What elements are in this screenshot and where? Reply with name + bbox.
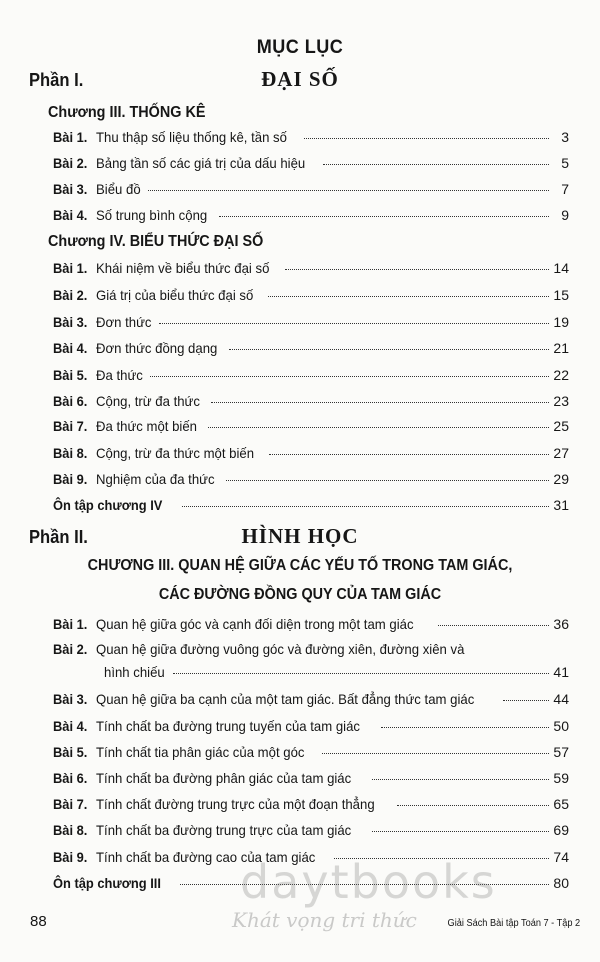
dot-leader xyxy=(269,454,549,455)
toc-row[interactable]: Bài 2. Giá trị của biểu thức đại số 15 xyxy=(53,287,569,303)
watermark-slogan: Khát vọng tri thức xyxy=(232,908,417,932)
part-2-title: HÌNH HỌC xyxy=(241,524,359,548)
dot-leader xyxy=(173,673,549,674)
toc-row[interactable]: Bài 3. Quan hệ giữa ba cạnh của một tam giác. Bất đẳng thức tam giác 44 xyxy=(53,691,569,707)
dot-leader xyxy=(211,402,549,403)
dot-leader xyxy=(372,779,549,780)
toc-row[interactable]: Bài 4. Đơn thức đồng dạng 21 xyxy=(53,340,569,356)
toc-row[interactable]: Bài 7. Đa thức một biến 25 xyxy=(53,418,569,434)
dot-leader xyxy=(219,216,549,217)
dot-leader xyxy=(208,427,549,428)
toc-row[interactable]: Bài 8. Cộng, trừ đa thức một biến 27 xyxy=(53,445,569,461)
toc-row[interactable]: Bài 4. Số trung bình cộng 9 xyxy=(53,207,569,223)
toc-row[interactable]: Bài 5. Tính chất tia phân giác của một góc 57 xyxy=(53,744,569,760)
toc-row[interactable]: Ôn tập chương IV 31 xyxy=(53,497,569,513)
chapter-3-title: Chương III. THỐNG KÊ xyxy=(48,104,206,121)
dot-leader xyxy=(285,269,549,270)
dot-leader xyxy=(229,349,549,350)
dot-leader xyxy=(304,138,550,139)
dot-leader xyxy=(150,376,549,377)
chapter-3-geometry-title-line-1: CHƯƠNG III. QUAN HỆ GIỮA CÁC YẾU TỐ TRONG TAM GIÁC, xyxy=(87,557,513,574)
dot-leader xyxy=(372,831,549,832)
dot-leader xyxy=(381,727,549,728)
dot-leader xyxy=(322,753,549,754)
dot-leader xyxy=(503,700,549,701)
chapter-4-title: Chương IV. BIỂU THỨC ĐẠI SỐ xyxy=(48,233,264,250)
page-title: MỤC LỤC xyxy=(256,37,344,58)
toc-row[interactable]: Bài 7. Tính chất đường trung trực của một đoạn thẳng 65 xyxy=(53,796,569,812)
toc-row[interactable]: Bài 3. Biểu đồ 7 xyxy=(53,181,569,197)
dot-leader xyxy=(323,164,549,165)
dot-leader xyxy=(268,296,549,297)
part-1-label: Phần I. xyxy=(29,70,84,90)
part-1-title: ĐẠI SỐ xyxy=(261,67,339,91)
toc-row[interactable]: Bài 9. Tính chất ba đường cao của tam giác 74 xyxy=(53,849,569,865)
watermark-logo: daytbooks xyxy=(240,855,497,909)
toc-row[interactable]: Bài 1. Quan hệ giữa góc và cạnh đối diện trong một tam giác 36 xyxy=(53,616,569,632)
toc-row[interactable]: Ôn tập chương III 80 xyxy=(53,875,569,891)
toc-row[interactable]: Bài 6. Cộng, trừ đa thức 23 xyxy=(53,393,569,409)
book-title: Giải Sách Bài tập Toán 7 - Tập 2 xyxy=(447,918,580,929)
toc-row[interactable]: Bài 4. Tính chất ba đường trung tuyến của tam giác 50 xyxy=(53,718,569,734)
dot-leader xyxy=(182,506,549,507)
page-number: 88 xyxy=(30,913,47,930)
toc-row[interactable]: Bài 1. Thu thập số liệu thống kê, tần số 3 xyxy=(53,129,569,145)
dot-leader xyxy=(159,323,549,324)
dot-leader xyxy=(226,480,549,481)
toc-row[interactable]: Bài 3. Đơn thức 19 xyxy=(53,314,569,330)
toc-row[interactable]: Bài 9. Nghiệm của đa thức 29 xyxy=(53,471,569,487)
toc-row[interactable]: Bài 6. Tính chất ba đường phân giác của tam giác 59 xyxy=(53,770,569,786)
toc-row[interactable]: Bài 2. Quan hệ giữa đường vuông góc và đường xiên, đường xiên và xyxy=(53,641,465,657)
dot-leader xyxy=(148,190,549,191)
toc-row-continuation[interactable]: hình chiếu 41 xyxy=(104,664,569,680)
part-2-label: Phần II. xyxy=(29,527,88,547)
toc-row[interactable]: Bài 8. Tính chất ba đường trung trực của tam giác 69 xyxy=(53,822,569,838)
toc-row[interactable]: Bài 2. Bảng tần số các giá trị của dấu hiệu 5 xyxy=(53,155,569,171)
chapter-3-geometry-title-line-2: CÁC ĐƯỜNG ĐỒNG QUY CỦA TAM GIÁC xyxy=(158,586,442,603)
toc-row[interactable]: Bài 1. Khái niệm về biểu thức đại số 14 xyxy=(53,260,569,276)
dot-leader xyxy=(438,625,549,626)
toc-row[interactable]: Bài 5. Đa thức 22 xyxy=(53,367,569,383)
dot-leader xyxy=(397,805,549,806)
